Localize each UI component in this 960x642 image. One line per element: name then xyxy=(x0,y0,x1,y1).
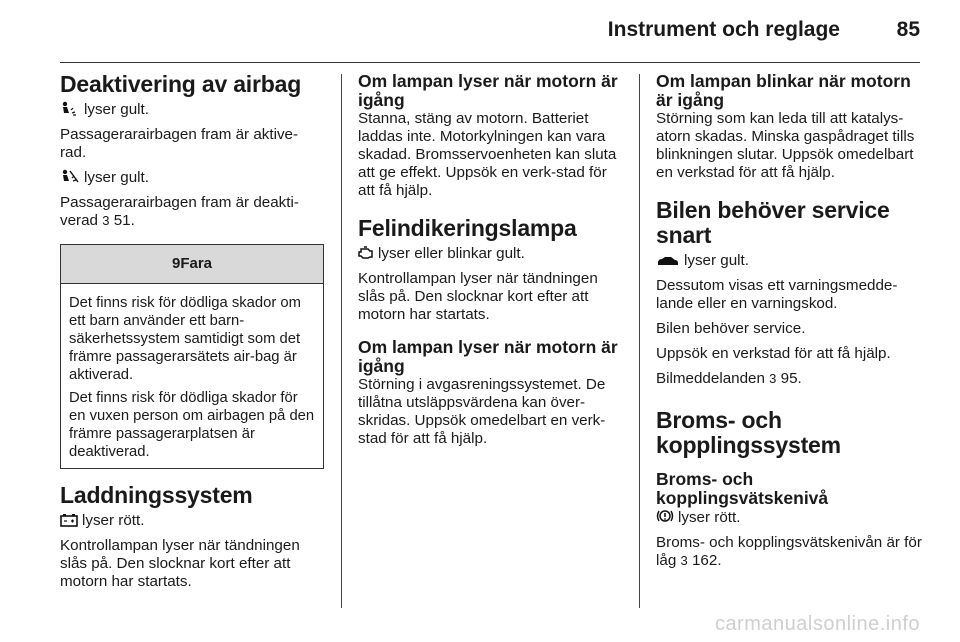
service-paragraph-3: Uppsök en verkstad för att få hjälp. xyxy=(656,345,891,362)
service-paragraph-1: Dessutom visas ett varningsmedde-lande eller en varningskod. xyxy=(656,277,898,312)
page-header xyxy=(0,0,960,60)
header-divider xyxy=(60,62,920,63)
engine-check-icon xyxy=(358,246,374,260)
danger-label: Fara xyxy=(180,255,213,272)
brake-warning-icon xyxy=(656,508,674,524)
vehicle-messages-link[interactable]: Bilmeddelanden xyxy=(656,370,765,387)
cross-reference-arrow: 3 xyxy=(102,213,110,228)
brake-status-line xyxy=(656,508,922,527)
danger-paragraph-1: Det finns risk för dödliga skador om ett barn använder ett barn-säkerhetssystem samtidigt som det främre passagerarsätets air-bag är aktiverad. xyxy=(69,295,301,383)
column-divider-2 xyxy=(639,74,640,608)
page-number: 85 xyxy=(896,18,920,41)
charging-status: lyser rött. xyxy=(82,512,145,529)
lamp-on-engine-running-heading: Om lampan lyser när motorn är igång xyxy=(358,71,618,110)
lamp-on-engine-running-heading-2: Om lampan lyser när motorn är igång xyxy=(358,337,618,376)
lamp-blink-heading: Om lampan blinkar när motorn är igång xyxy=(656,71,911,110)
brake-text-line xyxy=(656,534,922,570)
brake-fluid-subheading: Broms- och kopplingsvätskenivå xyxy=(656,469,829,508)
brake-clutch-heading: Broms- och kopplingssystem xyxy=(656,407,841,458)
lamp-on-engine-running-text: Stanna, stäng av motorn. Batteriet laddas inte. Motorkylningen kan vara skadad. Bromsservoenheten kan sluta att ge effekt. Uppsök en verk-stad för att få hjälp. xyxy=(358,110,617,199)
airbag-deactivation-heading: Deaktivering av airbag xyxy=(60,71,302,97)
fault-indicator-heading: Felindikeringslampa xyxy=(358,215,577,241)
battery-icon xyxy=(60,513,78,527)
danger-body xyxy=(61,284,323,468)
danger-header xyxy=(61,245,323,284)
column-1 xyxy=(60,72,324,598)
airbag-off-text-line xyxy=(60,194,324,230)
cross-reference-arrow: 3 xyxy=(769,371,777,386)
danger-warning-box xyxy=(60,244,324,469)
wrench-car-icon xyxy=(656,255,680,267)
service-status: lyser gult. xyxy=(684,252,749,269)
airbag-on-icon xyxy=(60,101,80,116)
fault-status-line xyxy=(358,245,624,263)
airbag-on-line xyxy=(60,101,324,119)
airbag-on-status: lyser gult. xyxy=(84,101,149,118)
airbag-off-status: lyser gult. xyxy=(84,169,149,186)
airbag-off-icon xyxy=(60,169,80,184)
charging-status-line xyxy=(60,512,324,530)
service-paragraph-4 xyxy=(656,370,922,388)
airbag-off-text: Passagerarairbagen fram är deakti-verad xyxy=(60,194,299,229)
lamp-blink-text: Störning som kan leda till att katalys-atorn skadas. Minska gaspådraget tills blinkningen slutar. Uppsök omedelbart en verkstad för att få hjälp. xyxy=(656,110,915,181)
column-2 xyxy=(358,72,624,455)
brake-status: lyser rött. xyxy=(678,509,741,526)
charging-text: Kontrollampan lyser när tändningen slås på. Den slocknar kort efter att motorn har startats. xyxy=(60,537,300,590)
exhaust-fault-text: Störning i avgasreningssystemet. De tillåtna utsläppsvärdena kan över-skridas. Uppsök omedelbart en verk-stad för att få hjälp. xyxy=(358,376,606,447)
column-3 xyxy=(656,72,922,577)
airbag-off-ref-page[interactable]: 51. xyxy=(113,212,135,229)
column-divider-1 xyxy=(341,74,342,608)
service-soon-heading: Bilen behöver service snart xyxy=(656,197,890,248)
fault-status: lyser eller blinkar gult. xyxy=(378,245,525,262)
fault-text: Kontrollampan lyser när tändningen slås på. Den slocknar kort efter att motorn har startats. xyxy=(358,270,598,323)
charging-system-heading: Laddningssystem xyxy=(60,482,253,508)
danger-paragraph-2: Det finns risk för dödliga skador för en vuxen person om airbagen på den främre passagerarplatsen är deaktiverad. xyxy=(69,390,315,460)
airbag-off-line xyxy=(60,169,324,187)
airbag-on-text: Passagerarairbagen fram är aktive-rad. xyxy=(60,126,299,161)
service-paragraph-2: Bilen behöver service. xyxy=(656,320,806,337)
warning-triangle-icon: 9 xyxy=(171,255,181,272)
service-status-line xyxy=(656,252,922,270)
chapter-title: Instrument och reglage xyxy=(607,18,840,41)
cross-reference-arrow: 3 xyxy=(680,553,688,568)
brake-ref-page[interactable]: 162. xyxy=(691,552,722,569)
service-ref-page[interactable]: 95. xyxy=(780,370,802,387)
watermark: carmanualsonline.info xyxy=(714,613,920,635)
brake-text: Broms- och kopplingsvätskenivån är för låg xyxy=(656,534,922,569)
